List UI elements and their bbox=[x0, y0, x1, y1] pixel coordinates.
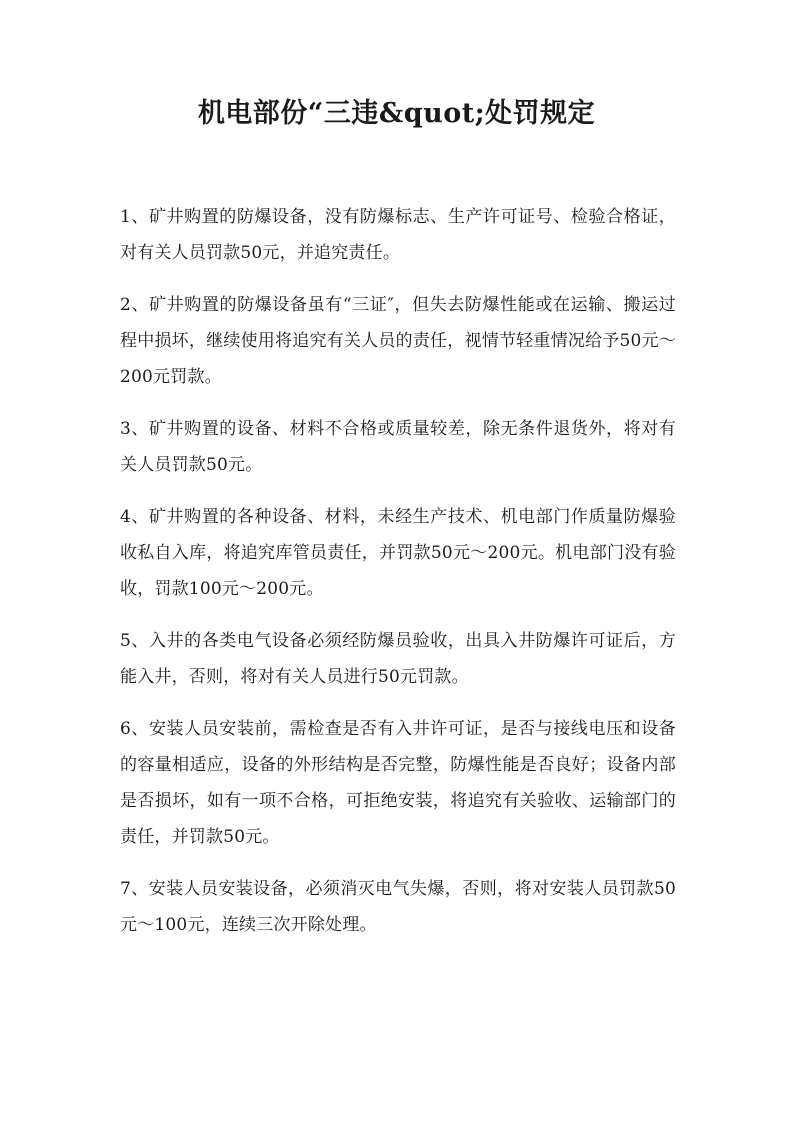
paragraph-2: 2、矿井购置的防爆设备虽有“三证″，但失去防爆性能或在运输、搬运过程中损坏，继续使用将追究有关人员的责任，视情节轻重情况给予50元～200元罚款。 bbox=[120, 295, 676, 387]
paragraph-5: 5、入井的各类电气设备必须经防爆员验收，出具入井防爆许可证后，方能入井，否则，将对有关人员进行50元罚款。 bbox=[120, 631, 676, 687]
paragraph-3: 3、矿井购置的设备、材料不合格或质量较差，除无条件退货外，将对有关人员罚款50元。 bbox=[120, 419, 676, 475]
paragraph-6: 6、安装人员安装前，需检查是否有入井许可证，是否与接线电压和设备的容量相适应，设备的外形结构是否完整，防爆性能是否良好；设备内部是否损坏，如有一项不合格，可拒绝安装，将追究有关验收、运输部门的责任，并罚款50元。 bbox=[120, 719, 676, 847]
document-body bbox=[120, 199, 676, 959]
paragraph-7: 7、安装人员安装设备，必须消灭电气失爆，否则，将对安装人员罚款50元～100元，连续三次开除处理。 bbox=[120, 879, 676, 935]
paragraph-4: 4、矿井购置的各种设备、材料，未经生产技术、机电部门作质量防爆验收私自入库，将追究库管员责任，并罚款50元～200元。机电部门没有验收，罚款100元～200元。 bbox=[120, 507, 676, 599]
document-title: 机电部份“三违&quot;处罚规定 bbox=[197, 98, 596, 129]
paragraph-1: 1、矿井购置的防爆设备，没有防爆标志、生产许可证号、检验合格证，对有关人员罚款50元，并追究责任。 bbox=[120, 207, 676, 263]
